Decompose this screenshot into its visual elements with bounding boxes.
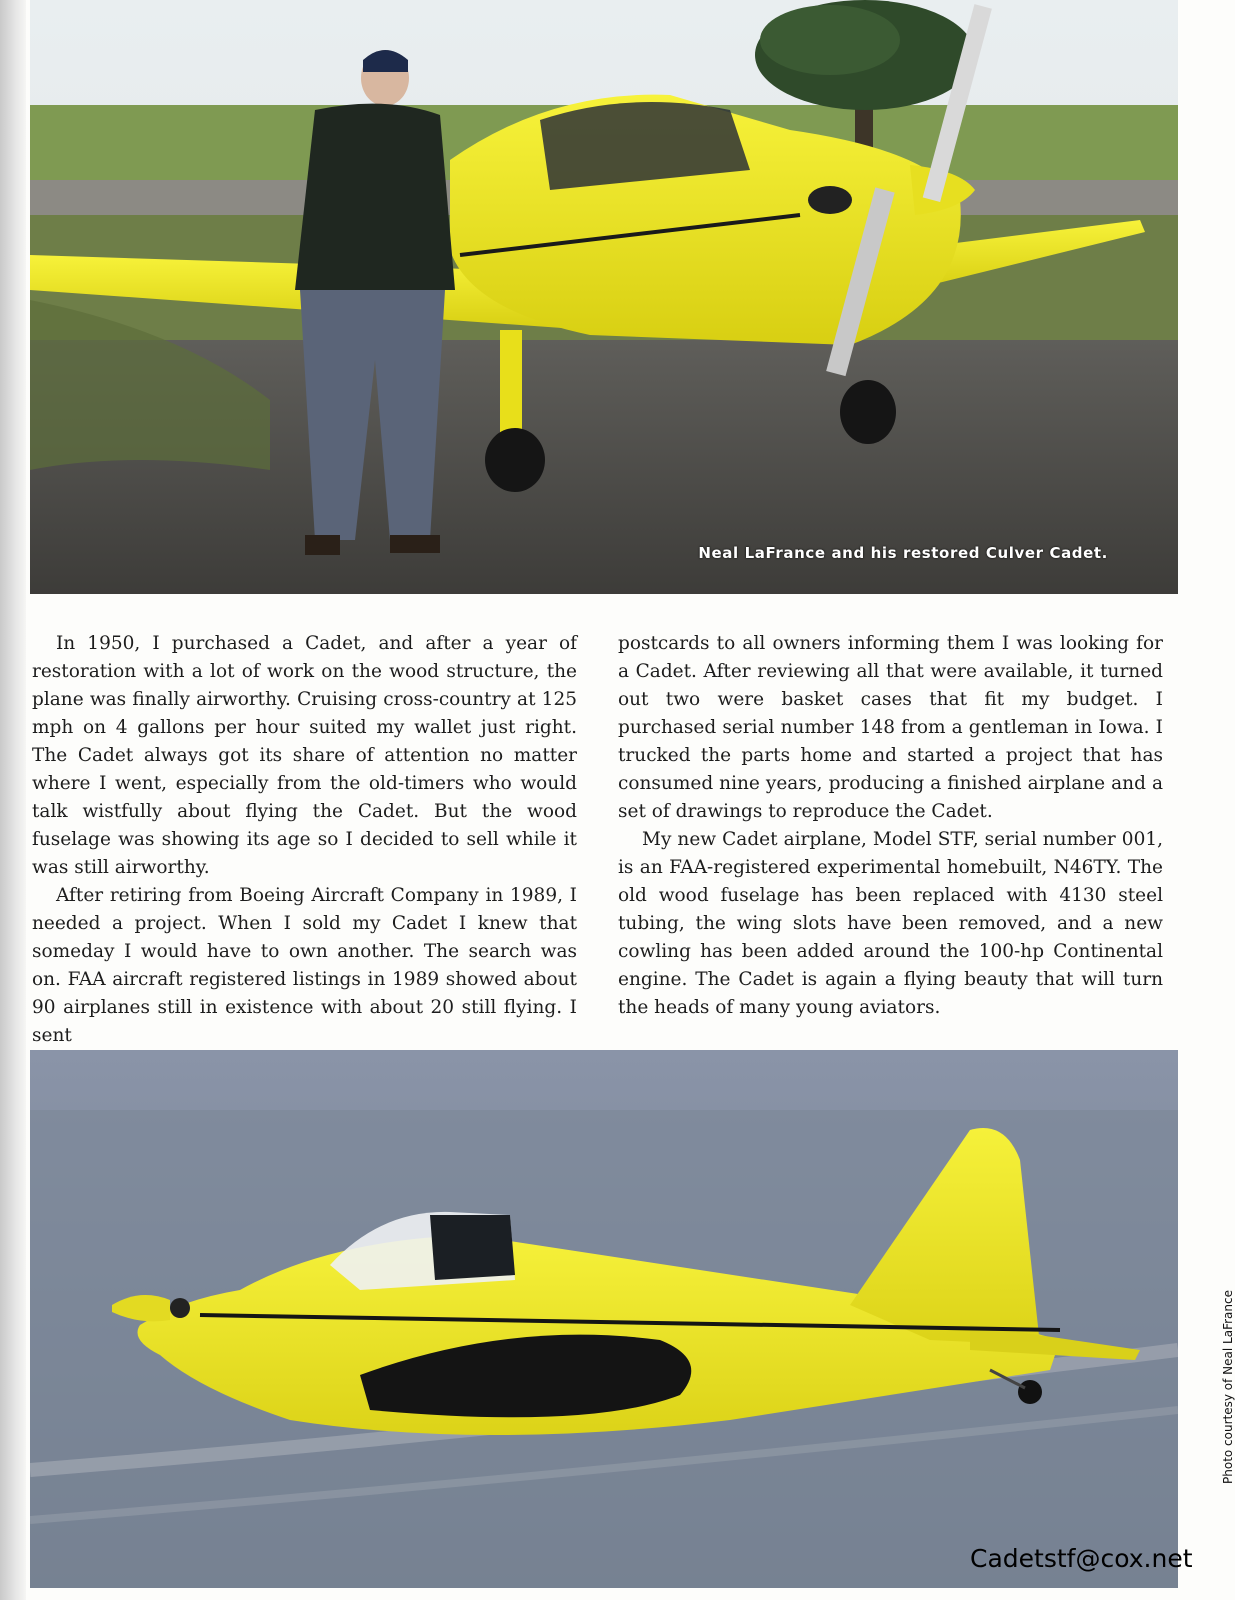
article-left-column [32, 630, 577, 1050]
article-right-column [618, 630, 1163, 1022]
photo-credit: Photo courtesy of Neal LaFrance [1221, 1290, 1235, 1484]
paragraph: My new Cadet airplane, Model STF, serial number 001, is an FAA-registered experimental homebuilt, N46TY. The old wood fuselage has been replaced with 4130 steel tubing, the wing slots have been removed, and a new cowling has been added around the 100-hp Continental engine. The Cadet is again a flying beauty that will turn the heads of many young aviators. [618, 829, 1163, 1018]
contact-email: Cadetstf@cox.net [970, 1544, 1193, 1573]
paragraph: postcards to all owners informing them I was looking for a Cadet. After reviewing all that were available, it turned out two were basket cases that fit my budget. I purchased serial number 148 from a gentleman in Iowa. I trucked the parts home and started a project that has consumed nine years, producing a finished airplane and a set of drawings to reproduce the Cadet. [618, 633, 1163, 822]
photo-caption: Neal LaFrance and his restored Culver Cadet. [698, 544, 1108, 562]
photo-cadet-in-flight [30, 1050, 1178, 1588]
photo-man-with-culver-cadet [30, 0, 1178, 594]
page-spine-shadow [0, 0, 26, 1600]
paragraph: After retiring from Boeing Aircraft Company in 1989, I needed a project. When I sold my Cadet I knew that someday I would have to own another. The search was on. FAA aircraft registered listings in 1989 showed about 90 airplanes still in existence with about 20 still flying. I sent [32, 885, 577, 1046]
paragraph: In 1950, I purchased a Cadet, and after a year of restoration with a lot of work on the wood structure, the plane was finally airworthy. Cruising cross-country at 125 mph on 4 gallons per hour suited my wallet just right. The Cadet always got its share of attention no matter where I went, especially from the old-timers who would talk wistfully about flying the Cadet. But the wood fuselage was showing its age so I decided to sell while it was still airworthy. [32, 633, 577, 878]
